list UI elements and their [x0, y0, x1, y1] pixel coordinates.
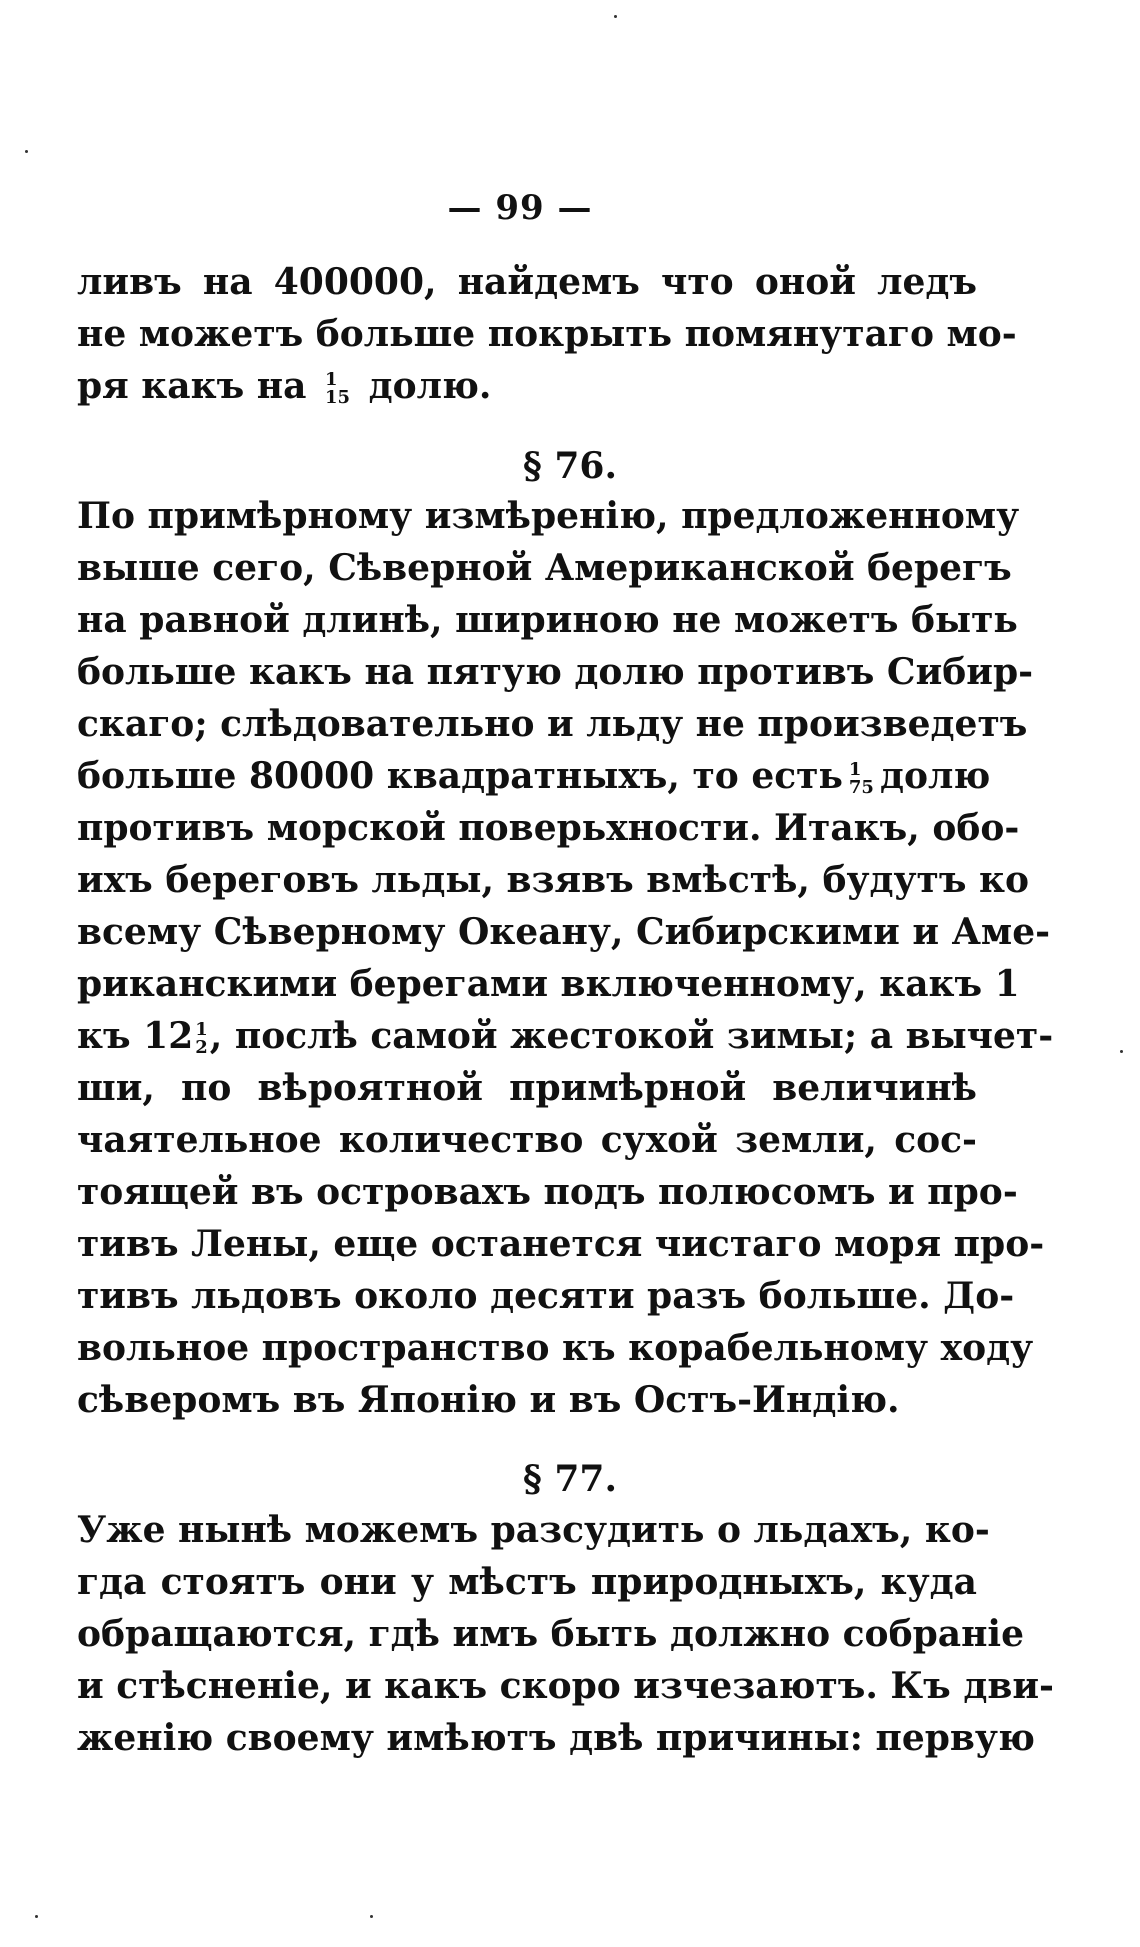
- section-heading: § 77.: [523, 1458, 617, 1500]
- scan-speck: [35, 1915, 38, 1918]
- scan-speck: [370, 1915, 373, 1918]
- text-line: всему Сѣверному Океану, Сибирскими и Аме-: [77, 911, 1051, 953]
- text-line: вольное пространство къ корабельному ходу: [77, 1327, 1034, 1369]
- scan-speck: [1120, 1050, 1123, 1053]
- text-line: ихъ береговъ льды, взявъ вмѣстѣ, будутъ ко: [77, 859, 1030, 901]
- text-line: скаго; слѣдовательно и льду не произведетъ: [77, 703, 1028, 745]
- text-line: выше сего, Сѣверной Американской берегъ: [77, 547, 1012, 589]
- fraction-numerator: 1: [195, 1019, 208, 1040]
- text-line: противъ морской поверьхности. Итакъ, обо-: [77, 807, 1020, 849]
- fraction-numerator: 1: [325, 369, 338, 390]
- text-line: [77, 364, 977, 408]
- text-fragment: долю: [879, 755, 991, 797]
- text-line: и стѣсненіе, и какъ скоро изчезаютъ. Къ дви-: [77, 1665, 1054, 1707]
- text-line: обращаются, гдѣ имъ быть должно собраніе: [77, 1613, 1025, 1655]
- fraction-denominator: 75: [848, 777, 874, 798]
- text-line: риканскими берегами включенному, какъ 1: [77, 963, 1020, 1005]
- text-line: [77, 1014, 1054, 1058]
- text-line: [77, 754, 991, 798]
- fraction-denominator: 2: [195, 1037, 208, 1058]
- text-line: тоящей въ островахъ подъ полюсомъ и про-: [77, 1171, 1018, 1213]
- fraction: [195, 1021, 208, 1057]
- text-line: По примѣрному измѣренію, предложенному: [77, 495, 1020, 537]
- text-fragment: ря какъ на: [77, 365, 307, 407]
- text-fragment: , послѣ самой жестокой зимы; а вычет-: [209, 1015, 1054, 1057]
- text-line: тивъ Лены, еще останется чистаго моря про-: [77, 1223, 1045, 1265]
- text-line: гда стоятъ они у мѣстъ природныхъ, куда: [77, 1561, 977, 1603]
- scan-speck: [614, 15, 617, 18]
- text-line: сѣверомъ въ Японію и въ Остъ-Индію.: [77, 1379, 900, 1421]
- section-heading: § 76.: [523, 445, 617, 487]
- text-line: ши, по вѣроятной примѣрной величинѣ: [77, 1067, 977, 1109]
- text-line: на равной длинѣ, шириною не можетъ быть: [77, 599, 1018, 641]
- text-line: тивъ льдовъ около десяти разъ больше. До-: [77, 1275, 1015, 1317]
- text-fragment: долю.: [368, 365, 492, 407]
- text-fragment: къ 12: [77, 1015, 194, 1057]
- text-line: больше какъ на пятую долю противъ Сибир-: [77, 651, 1034, 693]
- text-fragment: больше 80000 квадратныхъ, то есть: [77, 755, 843, 797]
- scan-speck: [25, 150, 28, 153]
- text-line: чаятельное количество сухой земли, сос-: [77, 1119, 977, 1161]
- text-line: Уже нынѣ можемъ разсудить о льдахъ, ко-: [77, 1509, 990, 1551]
- fraction: [325, 371, 350, 407]
- fraction-denominator: 15: [325, 387, 351, 408]
- text-line: ливъ на 400000, найдемъ что оной ледъ: [77, 261, 977, 303]
- fraction-numerator: 1: [848, 759, 862, 780]
- text-line: не можетъ больше покрыть помянутаго мо-: [77, 313, 1017, 355]
- text-line: женію своему имѣютъ двѣ причины: первую: [77, 1717, 1035, 1759]
- page-number: — 99 —: [447, 188, 593, 228]
- fraction: [849, 761, 874, 797]
